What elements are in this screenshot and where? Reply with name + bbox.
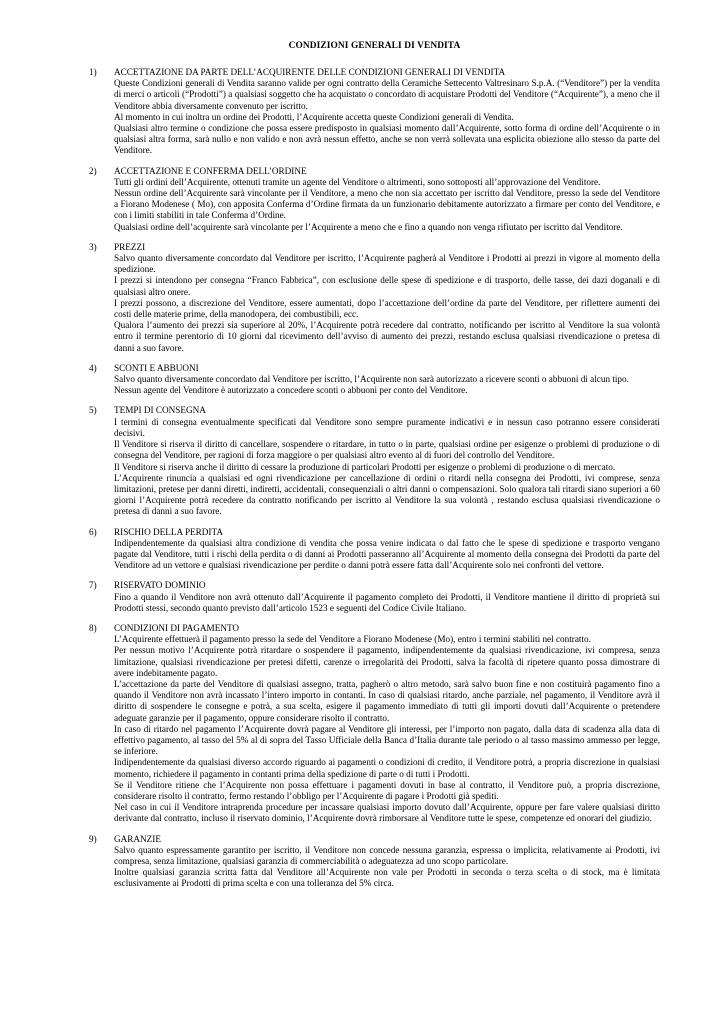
paragraph: Indipendentemente da qualsiasi altra condizione di vendita che possa venire indicata o dal fatto che le spese di spedizione e trasporto vengano pagate dal Venditore, tutti i rischi della perdita o di danni ai Prodotti passeranno all’Acquirente al momento della consegna dei Prodotti da parte del Venditore ad un vettore e qualsiasi rivendicazione per perdite o danni potrà essere fatta dall’Acquirente solo nei confronti del vettore.: [114, 537, 660, 571]
section-heading: CONDIZIONI DI PAGAMENTO: [114, 622, 240, 633]
paragraph: Il Venditore si riserva il diritto di cancellare, sospendere o ritardare, in tutto o in parte, qualsiasi ordine per esigenze o problemi di produzione o di consegna del Venditore, per ragioni di forza maggiore o per qualsiasi altro evento al di fuori del controllo del Venditore.: [114, 439, 660, 461]
paragraph: Indipendentemente da qualsiasi diverso accordo riguardo ai pagamenti o condizioni di credito, il Venditore potrà, a propria discrezione in qualsiasi momento, richiedere il pagamento in contanti prima della spedizione di parte o di tutti i Prodotti.: [114, 757, 660, 779]
section-heading: RISCHIO DELLA PERDITA: [114, 526, 224, 537]
paragraph: I prezzi si intendono per consegna “Franco Fabbrica”, con esclusione delle spese di spedizione e di trasporto, delle tasse, dei dazi doganali e di qualsiasi altro onere.: [114, 275, 660, 297]
paragraph: Nel caso in cui il Venditore intraprenda procedure per incassare qualsiasi importo dovuto dall’Acquirente, oppure per fare valere qualsiasi diritto derivante dal contratto, incluso il riservato dominio, l’Acquirente dovrà rimborsare al Venditore tutte le spese, competenze ed onorari del giudizio.: [114, 802, 660, 824]
section-number: 3): [89, 241, 97, 252]
paragraph: Qualora l’aumento dei prezzi sia superiore al 20%, l’Acquirente potrà recedere dal contratto, notificando per iscritto al Venditore la sua volontà entro il termine perentorio di 10 giorni dal ricevimento dell’avviso di aumento dei prezzi, restando esclusa qualsiasi rivendicazione o pretesa di danni a suo favore.: [114, 320, 660, 353]
section-heading: PREZZI: [114, 241, 146, 252]
paragraph: Nessun ordine dell’Acquirente sarà vincolante per il Venditore, a meno che non sia accettato per iscritto dal Venditore, presso la sede del Venditore a Fiorano Modenese ( Mo), con apposita Conferma d’Ordine firmata da un funzionario debitamente autorizzato a firmare per conto del Venditore, e con i limiti stabiliti in tale Conferma d’Ordine.: [114, 188, 660, 221]
paragraph: Salvo quanto espressamente garantito per iscritto, il Venditore non concede nessuna garanzia, espressa o implicita, relativamente ai Prodotti, ivi compresa, senza limitazione, qualsiasi garanzia di commerciabilità o adeguatezza ad uno scopo particolare.: [114, 844, 660, 866]
section-number: 1): [89, 67, 97, 77]
paragraph: I prezzi possono, a discrezione del Venditore, essere aumentati, dopo l’accettazione dell’ordine da parte del Venditore, per riflettere aumenti dei costi delle materie prime, della manodopera, dei combustibili, ecc.: [114, 297, 660, 320]
paragraph: Nessun agente del Venditore è autorizzato a concedere sconti o abbuoni per conto del Venditore.: [114, 385, 468, 396]
paragraph: L’Acquirente effettuerà il pagamento presso la sede del Venditore a Fiorano Modenese (Mo), entro i termini stabiliti nel contratto.: [114, 634, 591, 645]
section-body: [114, 177, 660, 233]
section-body: [114, 592, 660, 614]
paragraph: Tutti gli ordini dell’Acquirente, ottenuti tramite un agente del Venditore o altrimenti, sono sottoposti all’approvazione del Venditore.: [114, 176, 601, 187]
section-number: 5): [89, 405, 97, 416]
paragraph: I termini di consegna eventualmente specificati dal Venditore sono sempre puramente indicativi e in nessun caso potranno essere considerati decisivi.: [114, 416, 660, 438]
section-body: [114, 845, 660, 890]
section-number: 6): [89, 526, 97, 537]
section-heading: RISERVATO DOMINIO: [114, 580, 206, 591]
section-body: [114, 253, 660, 354]
paragraph: Inoltre qualsiasi garanzia scritta fatta dal Venditore all’Acquirente non vale per Prodotti in seconda o terza scelta o di stock, ma è limitata esclusivamente ai Prodotti di prima scelta e con una tolleranza del 5% circa.: [114, 867, 660, 889]
section-body: [114, 538, 660, 572]
section-heading: TEMPI DI CONSEGNA: [114, 405, 206, 416]
section-9: [89, 834, 660, 890]
document-title: CONDIZIONI GENERALI DI VENDITA: [288, 41, 461, 51]
section-number: 4): [89, 362, 97, 373]
section-body: [114, 374, 660, 396]
section-body: [114, 634, 660, 824]
section-number: 9): [89, 833, 97, 844]
paragraph: Qualsiasi altro termine o condizione che possa essere predisposto in qualsiasi momento dall’Acquirente, sotto forma di ordine dell’Acquirente o in qualsiasi altra forma, sarà nullo e non valido e non avrà nessun effetto, anche se non verrà sollevata una esplicita obiezione allo stesso da parte del Venditore.: [114, 123, 660, 156]
paragraph: L’accettazione da parte del Venditore di qualsiasi assegno, tratta, pagherò o altro metodo, sarà salvo buon fine e non costituirà pagamento fino a quando il Venditore non avrà incassato l’intero importo in contanti. In caso di qualsiasi ritardo, anche parziale, nel pagamento, il Venditore avrà il diritto di sospendere le consegne e potrà, a sua scelta, esigere il pagamento immediato di tutti gli importi dovuti dall’Acquirente o pretendere adeguate garanzie per il pagamento, oppure considerare risolto il contratto.: [114, 678, 660, 723]
section-heading: SCONTI E ABBUONI: [114, 362, 199, 373]
paragraph: Se il Venditore ritiene che l’Acquirente non possa effettuare i pagamenti dovuti in base al contratto, il Venditore può, a propria discrezione, considerare risolto il contratto, fermo restando l’obbligo per l’Acquirente di pagare i Prodotti già spediti.: [114, 779, 660, 801]
section-6: [89, 527, 660, 572]
paragraph: Il Venditore si riserva anche il diritto di cessare la produzione di particolari Prodotti per esigenze o problemi di produzione o di mercato.: [114, 461, 616, 472]
section-8: [89, 623, 660, 825]
section-number: 7): [89, 580, 97, 591]
section-7: [89, 580, 660, 614]
paragraph: Al momento in cui inoltra un ordine dei Prodotti, l’Acquirente accetta queste Condizioni generali di Vendita.: [114, 111, 514, 122]
section-heading: GARANZIE: [114, 833, 161, 844]
paragraph: Queste Condizioni generali di Vendita saranno valide per ogni contratto della Ceramiche Settecento Valtresinaro S.p.A. (“Venditore”) per la vendita di merci o articoli (“Prodotti”) a qualsiasi soggetto che ha acquistato o concordato di acquistare Prodotti del Venditore (“Acquirente”), a meno che il Venditore abbia diversamente convenuto per iscritto.: [114, 78, 660, 111]
paragraph: Salvo quanto diversamente concordato dal Venditore per iscritto, l’Acquirente pagherà al Venditore i Prodotti ai prezzi in vigore al momento della spedizione.: [114, 253, 660, 275]
section-number: 2): [89, 165, 97, 176]
paragraph: Qualsiasi ordine dell’acquirente sarà vincolante per l’Acquirente a meno che e fino a quando non venga rifiutato per iscritto dal Venditore.: [114, 221, 623, 232]
section-5: [89, 405, 660, 517]
paragraph: Per nessun motivo l’Acquirente potrà ritardare o sospendere il pagamento, indipendentemente da qualsiasi rivendicazione, ivi compresa, senza limitazione, qualsiasi rivendicazione per pretesi difetti, carenze o irregolarità dei Prodotti, salva la facoltà di ripetere quanto possa dimostrare di avere indebitamente pagato.: [114, 645, 660, 678]
section-number: 8): [89, 622, 97, 633]
paragraph: Fino a quando il Venditore non avrà ottenuto dall’Acquirente il pagamento completo dei Prodotti, il Venditore mantiene il diritto di proprietà sui Prodotti stessi, secondo quanto previsto dall’articolo 1523 e seguenti del Codice Civile Italiano.: [114, 591, 660, 613]
section-4: [89, 363, 660, 397]
section-heading: ACCETTAZIONE E CONFERMA DELL’ORDINE: [114, 165, 307, 176]
paragraph: Salvo quanto diversamente concordato dal Venditore per iscritto, l’Acquirente non sarà autorizzato a ricevere sconti o abbuoni di alcun tipo.: [114, 374, 629, 385]
section-heading: ACCETTAZIONE DA PARTE DELL’ACQUIRENTE DELLE CONDIZIONI GENERALI DI VENDITA: [114, 67, 506, 77]
section-body: [114, 417, 660, 518]
paragraph: L’Acquirente rinuncia a qualsiasi ed ogni rivendicazione per cancellazione di ordini o ritardi nella consegna dei Prodotti, ivi comprese, senza limitazioni, pretese per danni diretti, indiretti, accidentali, consequenziali o altri danni o compensazioni. Solo qualora tali ritardi siano superiori a 60 giorni l’Acquirente potrà recedere da contratto notificando per iscritto al Venditore la sua volontà , restando esclusa qualsiasi rivendicazione o pretesa di danni a suo favore.: [114, 472, 660, 517]
paragraph: In caso di ritardo nel pagamento l’Acquirente dovrà pagare al Venditore gli interessi, per l’importo non pagato, dalla data di scadenza alla data di effettivo pagamento, al tasso del 5% al di sopra del Tasso Ufficiale della Banca d’Italia durante tale periodo o al tasso massimo ammesso per legge, se inferiore.: [114, 723, 660, 757]
section-1: [89, 67, 660, 157]
section-body: [114, 78, 660, 156]
section-2: [89, 166, 660, 233]
section-3: [89, 242, 660, 354]
